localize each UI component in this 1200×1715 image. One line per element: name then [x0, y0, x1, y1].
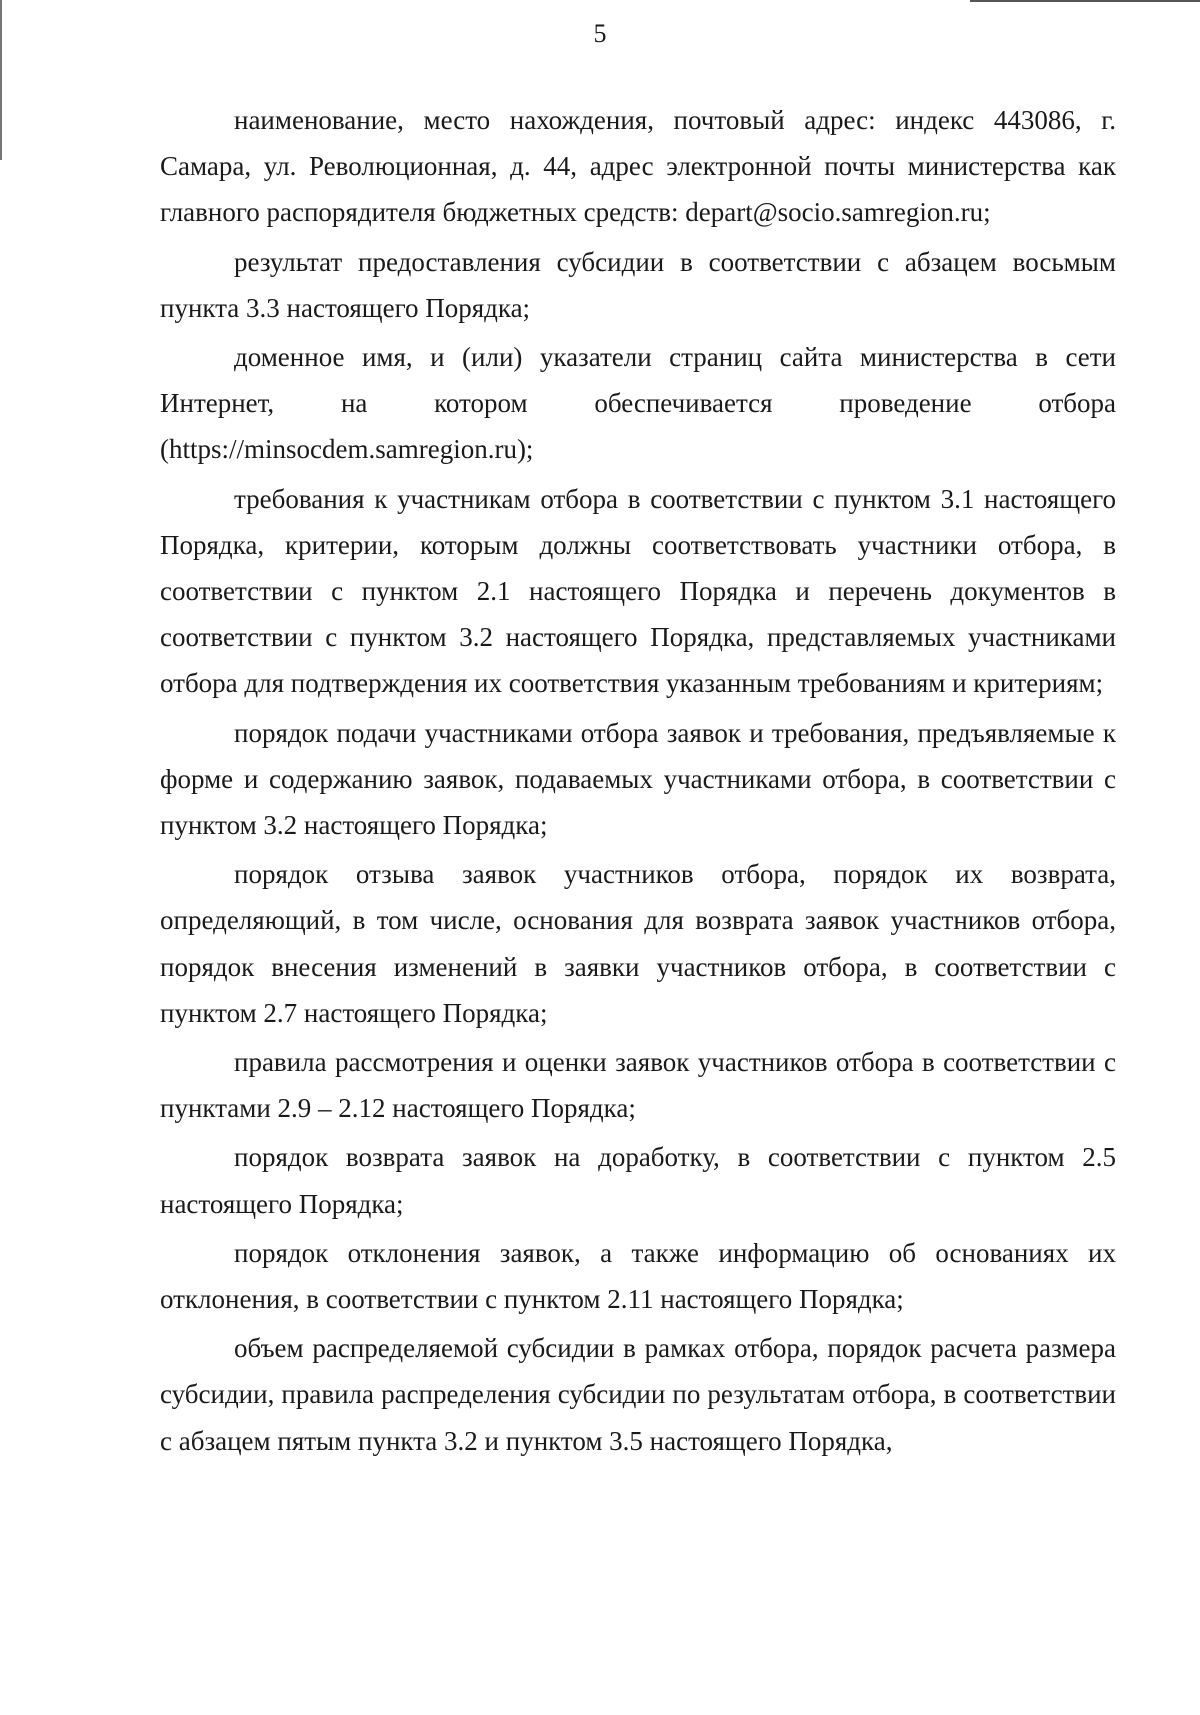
paragraph-rejection: порядок отклонения заявок, а также информацию об основаниях их отклонения, в соответствии с пунктом 2.11 настоящего Порядка;	[160, 1237, 1116, 1315]
paragraph-application-submission: порядок подачи участниками отбора заявок и требования, предъявляемые к форме и содержанию заявок, подаваемых участниками отбора, в соответствии с пунктом 3.2 настоящего Порядка;	[160, 717, 1116, 841]
top-edge-rule	[970, 0, 1200, 2]
paragraph-domain-name: доменное имя, и (или) указатели страниц сайта министерства в сети Интернет, на котором обеспечивается проведение отбора (https://minsocdem.samregion.ru);	[160, 342, 1116, 465]
paragraph-participant-requirements: требования к участникам отбора в соответствии с пунктом 3.1 настоящего Порядка, критерии, которым должны соответствовать участники отбора, в соответствии с пунктом 2.1 настоящего Порядка и перечень документов в соответствии с пунктом 3.2 настоящего Порядка, представляемых участниками отбора для подтверждения их соответствия указанным требованиям и критериям;	[160, 483, 1116, 699]
document-body	[160, 97, 1116, 1464]
paragraph-subsidy-volume: объем распределяемой субсидии в рамках отбора, порядок расчета размера субсидии, правила распределения субсидии по результатам отбора, в соответствии с абзацем пятым пункта 3.2 и пунктом 3.5 настоящего Порядка,	[160, 1333, 1116, 1456]
paragraph-application-withdrawal: порядок отзыва заявок участников отбора, порядок их возврата, определяющий, в том числе, основания для возврата заявок участников отбора, порядок внесения изменений в заявки участников отбора, в соответствии с пунктом 2.7 настоящего Порядка;	[160, 859, 1116, 1028]
paragraph-return-for-revision: порядок возврата заявок на доработку, в соответствии с пунктом 2.5 настоящего Порядка;	[160, 1142, 1116, 1219]
paragraph-subsidy-result: результат предоставления субсидии в соответствии с абзацем восьмым пункта 3.3 настоящего Порядка;	[160, 246, 1116, 323]
page-number: 5	[593, 19, 607, 48]
paragraph-address: наименование, место нахождения, почтовый адрес: индекс 443086, г. Самара, ул. Революционная, д. 44, адрес электронной почты министерства как главного распорядителя бюджетных средств: depart@socio.samregion.ru;	[160, 105, 1116, 228]
paragraph-review-rules: правила рассмотрения и оценки заявок участников отбора в соответствии с пунктами 2.9 – 2.12 настоящего Порядка;	[160, 1047, 1116, 1124]
